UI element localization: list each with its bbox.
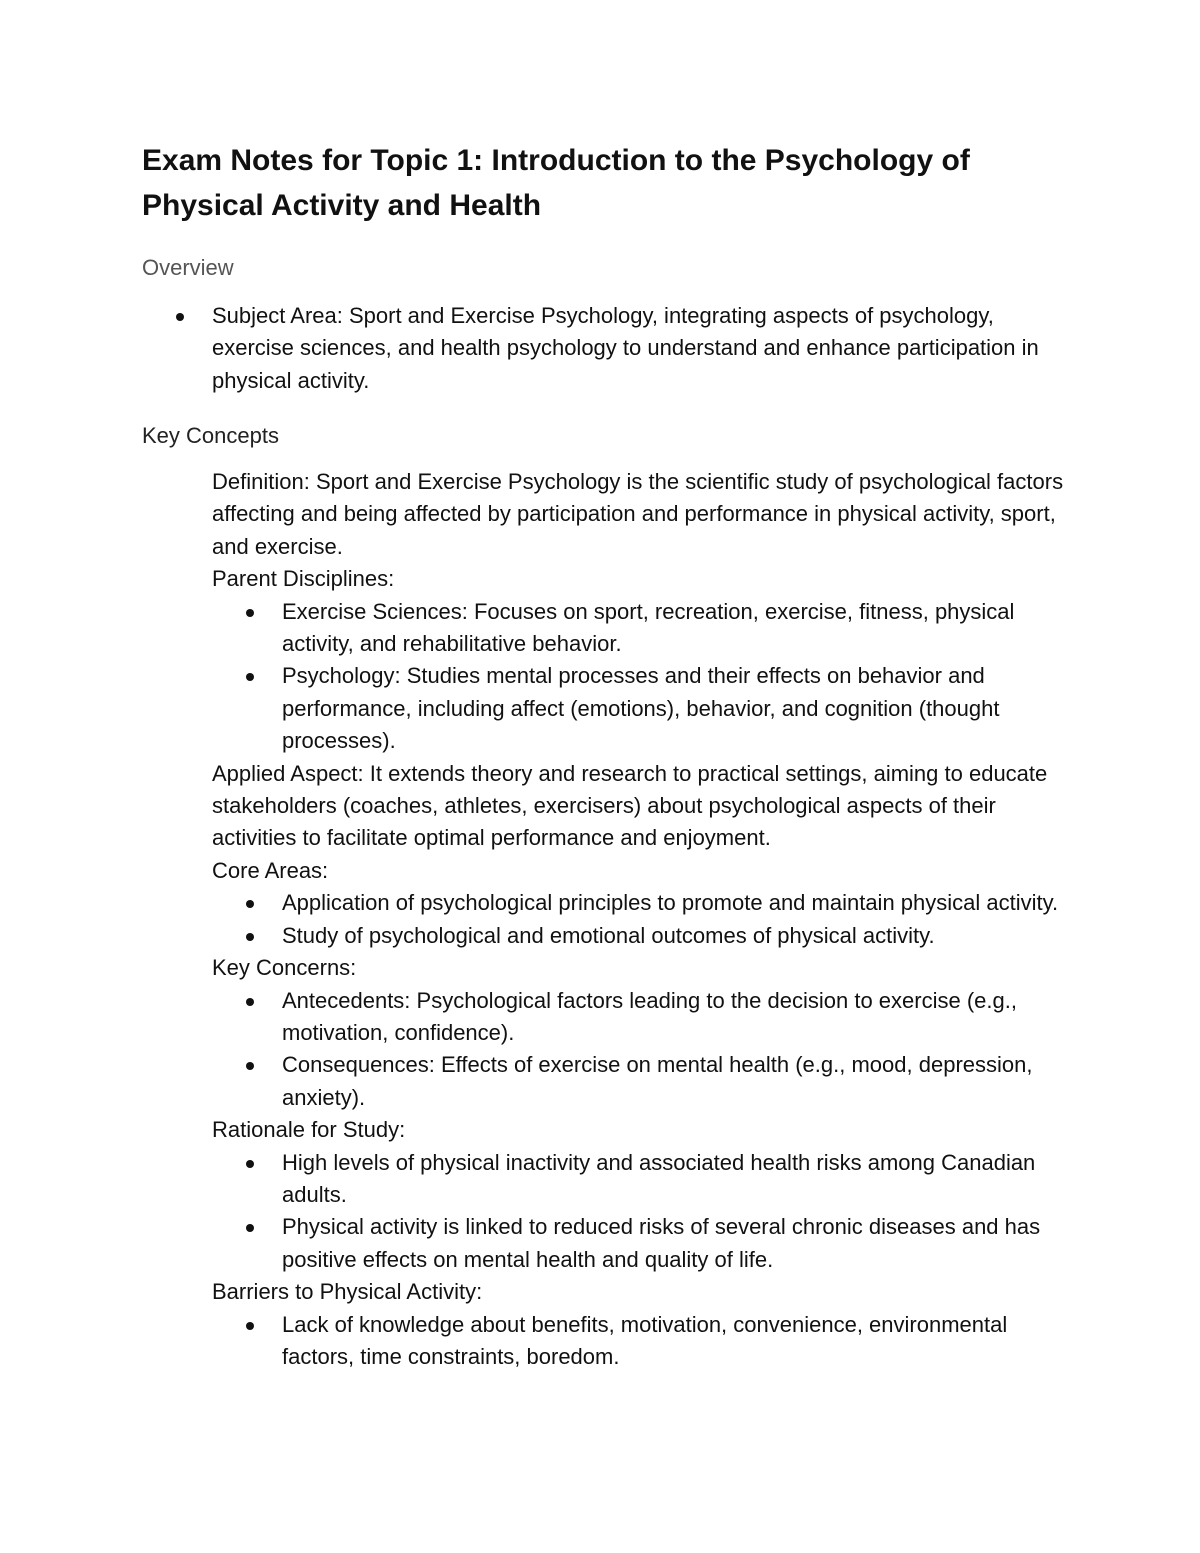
core-areas-list <box>212 887 1082 952</box>
barriers-list <box>212 1309 1082 1374</box>
barriers-label: Barriers to Physical Activity: <box>212 1279 483 1305</box>
bullet-icon <box>246 609 254 617</box>
list-item <box>282 660 1082 757</box>
key-concerns-list <box>212 985 1082 1115</box>
key-concepts-body <box>212 466 1082 1373</box>
list-item <box>282 1147 1082 1212</box>
list-item-text: Study of psychological and emotional outcomes of physical activity. <box>282 922 935 948</box>
rationale-list <box>212 1147 1082 1277</box>
list-item-text: Exercise Sciences: Focuses on sport, recreation, exercise, fitness, physical activity, and rehabilitative behavior. <box>282 598 1015 657</box>
bullet-icon <box>246 1322 254 1330</box>
key-concepts-heading: Key Concepts <box>142 423 279 448</box>
overview-item-text: Subject Area: Sport and Exercise Psychology, integrating aspects of psychology, exercise sciences, and health psychology to understand and enhance participation in physical activity. <box>212 303 1039 393</box>
list-item-text: Application of psychological principles to promote and maintain physical activity. <box>282 890 1059 916</box>
bullet-icon <box>246 1224 254 1232</box>
list-item <box>282 887 1082 919</box>
bullet-icon <box>246 1160 254 1168</box>
list-item-text: Antecedents: Psychological factors leading to the decision to exercise (e.g., motivation, confidence). <box>282 987 1017 1045</box>
overview-list <box>212 300 1072 397</box>
bullet-icon <box>246 933 254 941</box>
list-item-text: Physical activity is linked to reduced risks of several chronic diseases and has positive effects on mental health and quality of life. <box>282 1214 1041 1272</box>
applied-aspect-text: Applied Aspect: It extends theory and research to practical settings, aiming to educate stakeholders (coaches, athletes, exercisers) about psychological aspects of their activities to facilitate optimal performance and enjoyment. <box>212 760 1048 851</box>
bullet-icon <box>246 998 254 1006</box>
list-item-text: Psychology: Studies mental processes and their effects on behavior and performance, including affect (emotions), behavior, and cognition (thought processes). <box>282 663 1000 754</box>
list-item <box>282 596 1082 661</box>
list-item-text: Lack of knowledge about benefits, motivation, convenience, environmental factors, time constraints, boredom. <box>282 1311 1008 1369</box>
list-item-text: High levels of physical inactivity and associated health risks among Canadian adults. <box>282 1149 1036 1207</box>
bullet-icon <box>246 1062 254 1070</box>
definition-text: Definition: Sport and Exercise Psychology is the scientific study of psychological factors affecting and being affected by participation and performance in physical activity, sport, and exercise. <box>212 469 1064 559</box>
list-item <box>282 920 1082 952</box>
bullet-icon <box>176 313 184 321</box>
page-title: Exam Notes for Topic 1: Introduction to the Psychology of Physical Activity and Health <box>142 144 970 222</box>
bullet-icon <box>246 900 254 908</box>
list-item <box>282 985 1082 1050</box>
key-concerns-label: Key Concerns: <box>212 955 357 981</box>
bullet-icon <box>246 673 254 681</box>
list-item-text: Consequences: Effects of exercise on mental health (e.g., mood, depression, anxiety). <box>282 1052 1033 1110</box>
parent-disciplines-label: Parent Disciplines: <box>212 566 395 592</box>
list-item <box>212 300 1072 397</box>
rationale-label: Rationale for Study: <box>212 1117 406 1143</box>
list-item <box>282 1211 1082 1276</box>
core-areas-label: Core Areas: <box>212 857 329 883</box>
list-item <box>282 1309 1082 1374</box>
parent-disciplines-list <box>212 596 1082 758</box>
overview-heading: Overview <box>142 255 234 280</box>
list-item <box>282 1049 1082 1114</box>
